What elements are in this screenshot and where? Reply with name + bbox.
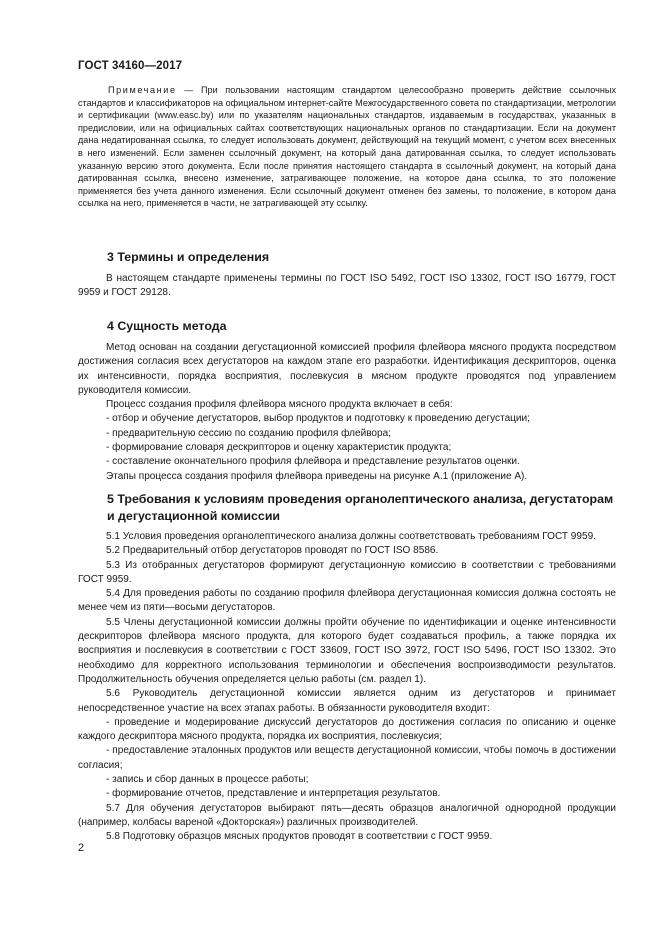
section-3-body	[78, 272, 616, 301]
list-item: - предварительную сессию по созданию профиля флейвора;	[106, 427, 391, 439]
note-text: — При пользовании настоящим стандартом целесообразно проверить действие ссылочных стандартов и классификаторов на официальном интернет-сайте Межгосударственного совета по стандартизации, метрологии и сертификации (www.easc.by) или по указателям национальных стандартов, издаваемым в государствах, указанных в предисловии, или на официальных сайтах соответствующих национальных органов по стандартизации. Если на документ дана недатированная ссылка, то следует использовать документ, действующий на текущий момент, с учетом всех внесенных в него изменений. Если заменен ссылочный документ, на который дана датированная ссылка, то следует использовать указанную версию этого документа. Если после принятия настоящего стандарта в ссылочный документ, на который дана датированная ссылка, внесено изменение, затрагивающее положение, на которое дана ссылка, то это положение применяется без учета данного изменения. Если ссылочный документ отменен без замены, то положение, в котором дана ссылка на него, применяется в части, не затрагивающей эту ссылку.	[78, 85, 616, 209]
list-item: - отбор и обучение дегустаторов, выбор продуктов и подготовку к проведению дегустации;	[106, 413, 530, 425]
section-5-heading: 5 Требования к условиям проведения органолептического анализа, дегустаторам и дегустационной комиссии	[107, 492, 614, 523]
section-4-body	[78, 341, 616, 484]
note-block	[78, 84, 616, 210]
section-3-heading: 3 Термины и определения	[107, 250, 270, 264]
paragraph: 5.3 Из отобранных дегустаторов формируют дегустационную комиссию в соответствии с требованиями ГОСТ 9959.	[78, 559, 616, 585]
paragraph: В настоящем стандарте применены термины по ГОСТ ISO 5492, ГОСТ ISO 13302, ГОСТ ISO 16779, ГОСТ 9959 и ГОСТ 29128.	[78, 273, 616, 299]
paragraph: 5.8 Подготовку образцов мясных продуктов проводят в соответствии с ГОСТ 9959.	[106, 831, 493, 843]
paragraph: Процесс создания профиля флейвора мясного продукта включает в себя:	[106, 399, 453, 411]
list-item: - запись и сбор данных в процессе работы;	[106, 774, 309, 786]
paragraph: 5.2 Предварительный отбор дегустаторов проводят по ГОСТ ISO 8586.	[106, 545, 439, 557]
section-5-body	[78, 530, 616, 845]
section-4-heading: 4 Сущность метода	[107, 319, 227, 333]
paragraph: 5.4 Для проведения работы по созданию профиля флейвора дегустационная комиссия должна состоять не менее чем из пяти—восьми дегустаторов.	[78, 588, 616, 614]
paragraph: Этапы процесса создания профиля флейвора приведены на рисунке А.1 (приложение А).	[106, 470, 528, 482]
paragraph: 5.5 Члены дегустационной комиссии должны пройти обучение по идентификации и оценке интенсивности дескрипторов флейвора мясного продукта, для которого будет создаваться профиль, а также порядка их восприятия и послевкусия в соответствии с ГОСТ 33609, ГОСТ ISO 3972, ГОСТ ISO 5496, ГОСТ ISO 13302. Это необходимо для корректного использования терминологии и обеспечения воспроизводимости результатов. Продолжительность обучения определяется целью работы (см. раздел 1).	[78, 616, 616, 685]
list-item: - предоставление эталонных продуктов или веществ дегустационной комиссии, чтобы помочь в достижении согласия;	[78, 745, 616, 771]
list-item: - составление окончательного профиля флейвора и представление результатов оценки.	[106, 456, 520, 468]
note-label: Примечание	[108, 85, 177, 95]
list-item: - проведение и модерирование дискуссий дегустаторов до достижения согласия по описанию и оценке каждого дескриптора мясного продукта, порядка их восприятия, послевкусия;	[78, 716, 616, 743]
paragraph: 5.6 Руководитель дегустационной комиссии является одним из дегустаторов и принимает непосредственное участие на всех этапах работы. В обязанности руководителя входит:	[78, 688, 616, 714]
paragraph: 5.1 Условия проведения органолептического анализа должны соответствовать требованиям ГОСТ 9959.	[106, 531, 596, 542]
standard-header: ГОСТ 34160—2017	[78, 60, 183, 72]
paragraph: 5.7 Для обучения дегустаторов выбирают пять—десять образцов аналогичной однородной продукции (например, колбасы вареной «Докторская») различных производителей.	[78, 802, 616, 828]
list-item: - формирование отчетов, представление и интерпретация результатов.	[106, 788, 441, 800]
paragraph: Метод основан на создании дегустационной комиссией профиля флейвора мясного продукта посредством достижения согласия всех дегустаторов на каждом этапе его разработки. Идентификация дескрипторов, оценка их интенсивности, порядка восприятия, послевкусия в мясном продукте проводятся под управлением руководителя комиссии.	[78, 342, 616, 396]
list-item: - формирование словаря дескрипторов и оценку характеристик продукта;	[106, 442, 452, 454]
page-number: 2	[78, 842, 85, 854]
